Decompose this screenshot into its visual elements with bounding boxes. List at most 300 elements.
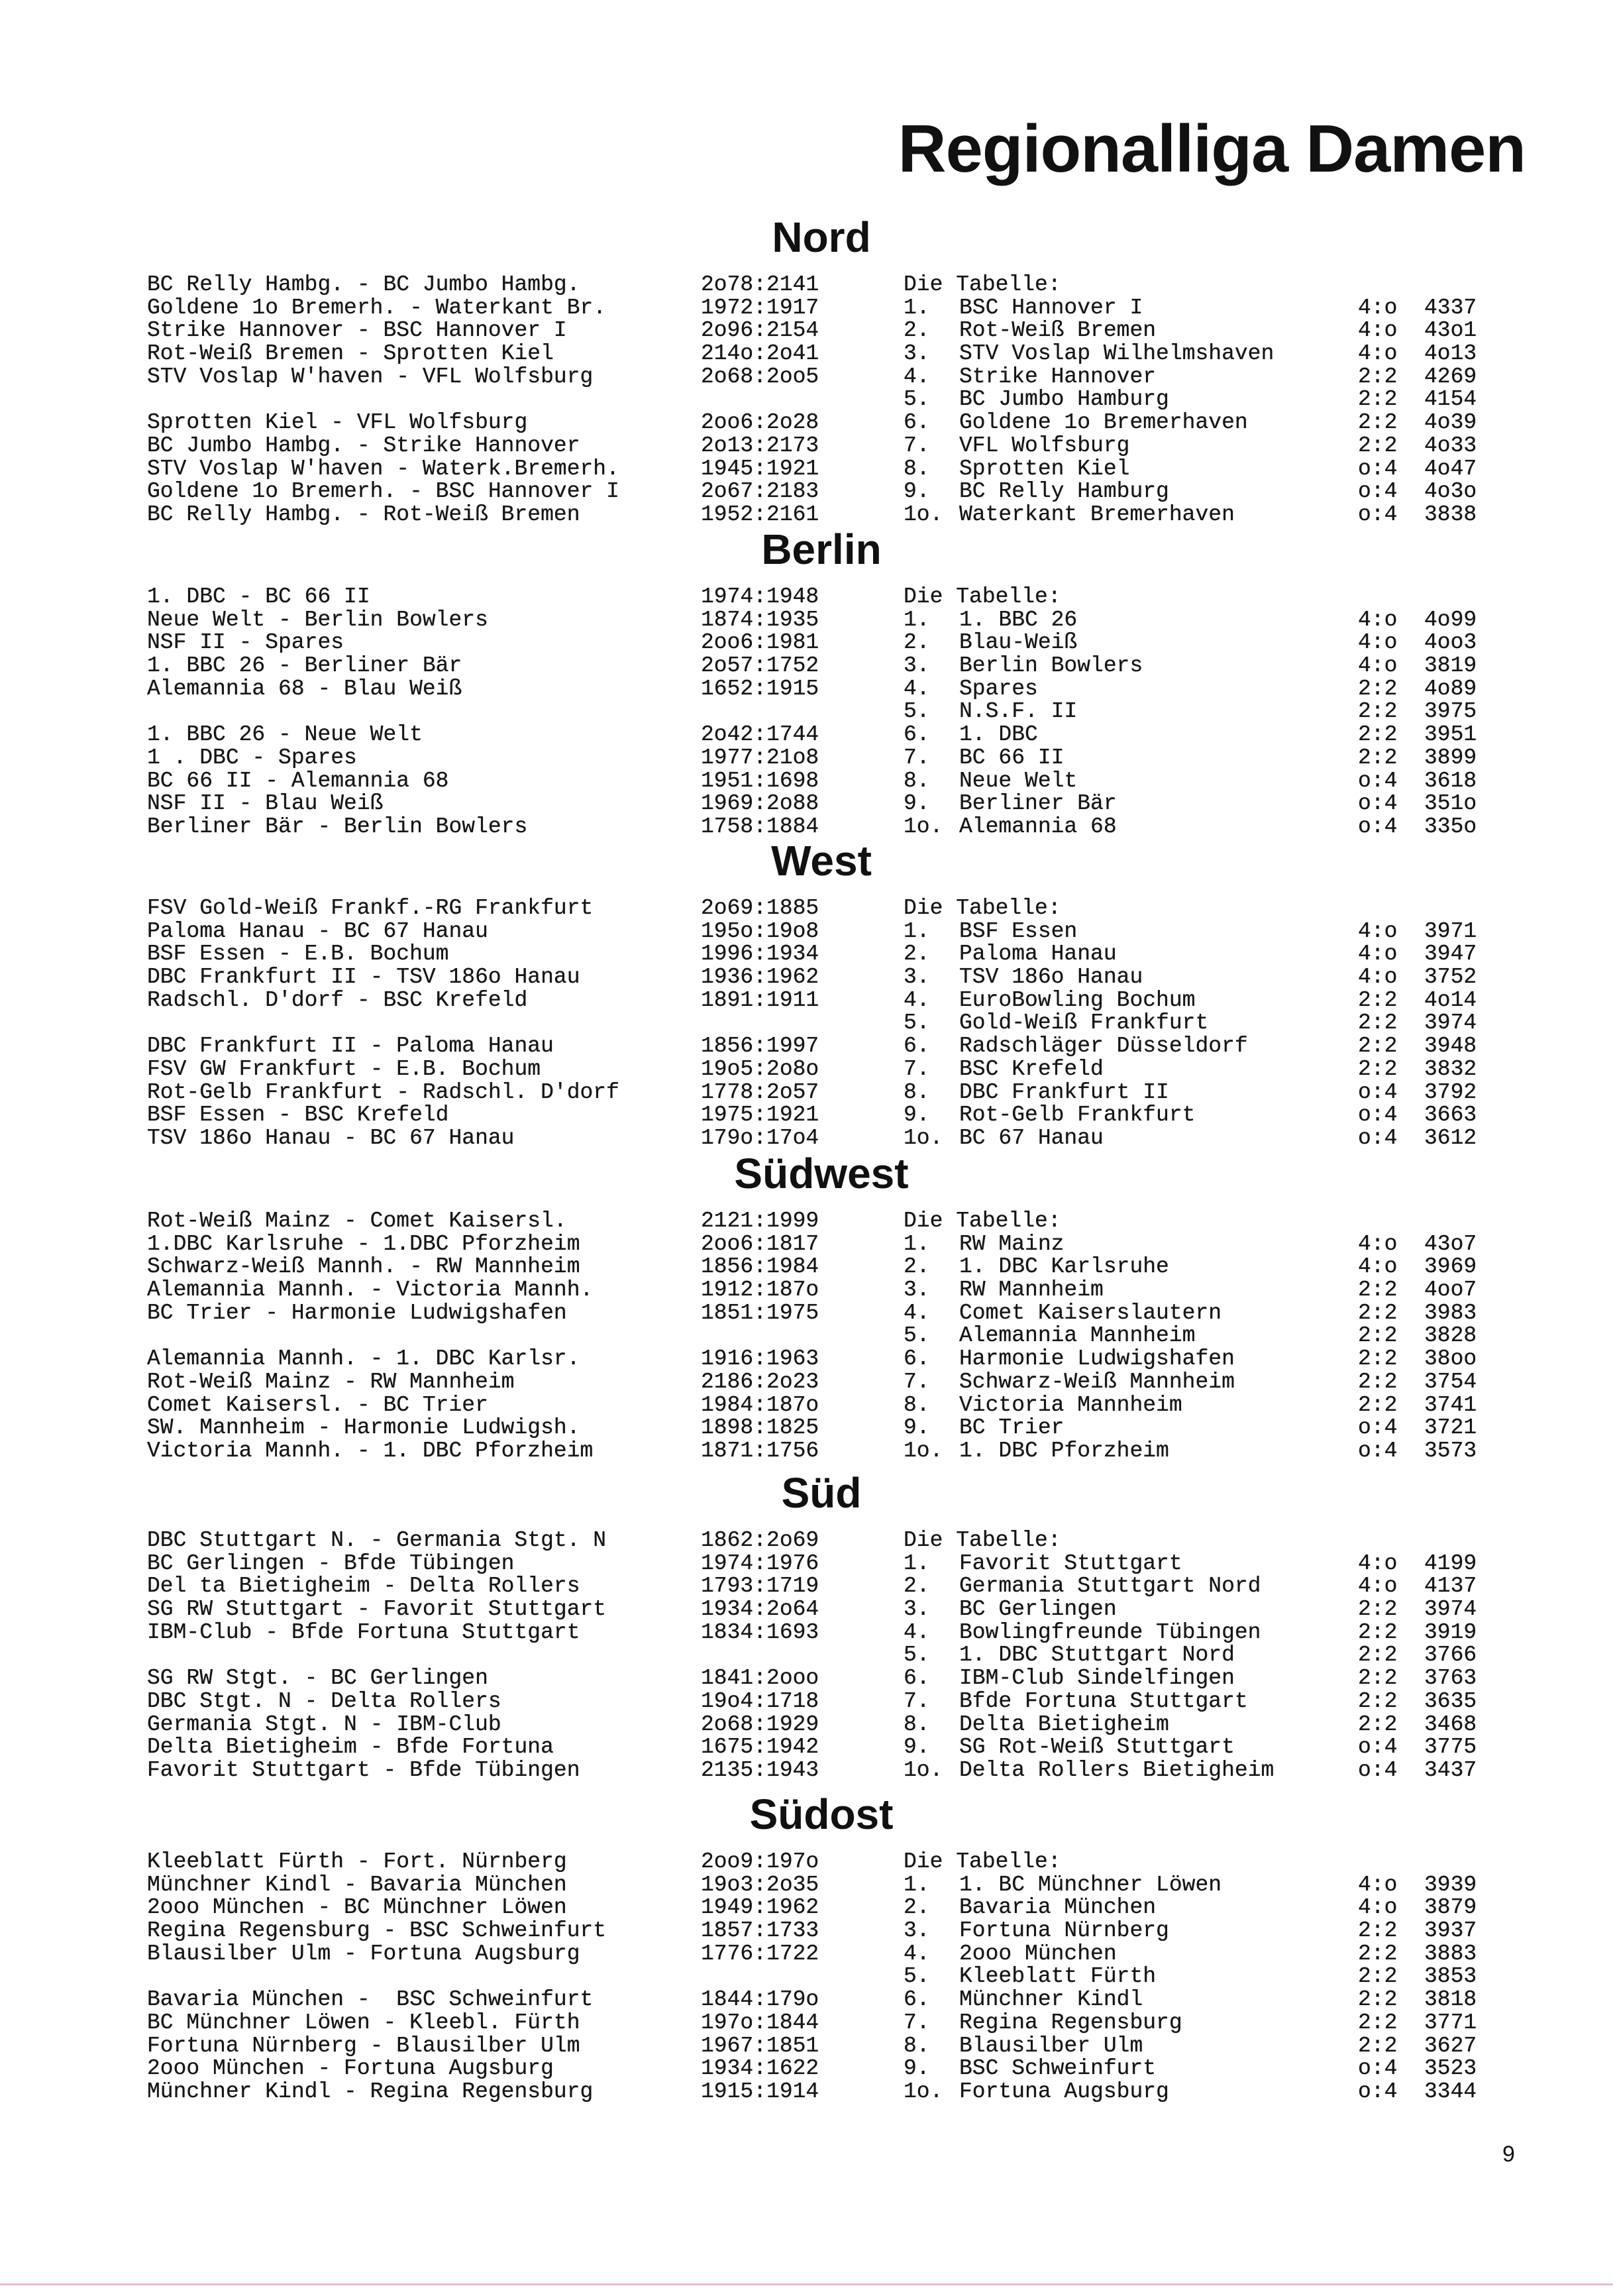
standing-points: o:4 <box>1358 791 1398 816</box>
standing-rank: 7. <box>904 2010 930 2035</box>
standing-rank: 9. <box>904 791 930 816</box>
table-row <box>0 1736 1613 1759</box>
match-score: 19o3:2o35 <box>701 1872 819 1897</box>
standing-pins: 4oo3 <box>1424 630 1477 655</box>
table-row <box>0 1896 1613 1920</box>
table-row <box>0 897 1613 920</box>
standing-team: Harmonie Ludwigshafen <box>959 1346 1235 1372</box>
standing-points: 4:o <box>1358 295 1398 320</box>
standing-pins: 3975 <box>1424 699 1477 724</box>
match-score: 195o:19o8 <box>701 918 819 944</box>
standing-rank: 2. <box>904 630 930 655</box>
standing-team: Alemannia Mannheim <box>959 1323 1196 1348</box>
match-pairing: DBC Frankfurt II - Paloma Hanau <box>147 1034 554 1059</box>
match-pairing: Berliner Bär - Berlin Bowlers <box>147 814 528 839</box>
section-heading: Südost <box>749 1790 894 1838</box>
standing-pins: 3818 <box>1424 1987 1477 2012</box>
league-section <box>0 214 1613 527</box>
match-pairing: NSF II - Spares <box>147 630 344 655</box>
match-pairing: Alemannia Mannh. - Victoria Mannh. <box>147 1278 594 1303</box>
standing-points: 4:o <box>1358 1872 1398 1897</box>
standings-label: Die Tabelle: <box>904 1528 1061 1553</box>
match-pairing: Goldene 1o Bremerh. - BSC Hannover I <box>147 479 619 504</box>
section-heading: West <box>771 837 872 885</box>
standing-points: 2:2 <box>1358 1323 1398 1348</box>
standing-rank: 3. <box>904 1278 930 1303</box>
standing-rank: 1. <box>904 918 930 944</box>
match-pairing: Strike Hannover - BSC Hannover I <box>147 318 567 343</box>
match-pairing: SG RW Stuttgart - Favorit Stuttgart <box>147 1597 607 1622</box>
standing-pins: 3951 <box>1424 722 1477 747</box>
match-pairing: SG RW Stgt. - BC Gerlingen <box>147 1666 488 1691</box>
standing-pins: 3792 <box>1424 1079 1477 1105</box>
table-row <box>0 1759 1613 1782</box>
match-score: 2o96:2154 <box>701 318 819 343</box>
standing-pins: 4o13 <box>1424 341 1477 366</box>
match-pairing: STV Voslap W'haven - Waterk.Bremerh. <box>147 456 619 481</box>
table-row <box>0 297 1613 320</box>
table-row <box>0 816 1613 839</box>
standing-team: 1. DBC Pforzheim <box>959 1438 1169 1463</box>
match-score: 1949:1962 <box>701 1895 819 1920</box>
match-pairing: Goldene 1o Bremerh. - Waterkant Br. <box>147 295 607 320</box>
standing-pins: 3838 <box>1424 502 1477 527</box>
standing-rank: 3. <box>904 653 930 679</box>
match-score: 1975:1921 <box>701 1103 819 1128</box>
standing-pins: 3523 <box>1424 2056 1477 2081</box>
table-row <box>0 1575 1613 1598</box>
match-pairing: Kleeblatt Fürth - Fort. Nürnberg <box>147 1849 567 1874</box>
match-pairing: BSF Essen - BSC Krefeld <box>147 1103 449 1128</box>
standing-rank: 3. <box>904 965 930 990</box>
match-score: 1977:21o8 <box>701 745 819 770</box>
standing-rank: 9. <box>904 1103 930 1128</box>
standing-pins: 3828 <box>1424 1323 1477 1348</box>
match-score: 2o67:2183 <box>701 479 819 504</box>
standing-points: 2:2 <box>1358 1300 1398 1325</box>
standing-points: 4:o <box>1358 965 1398 990</box>
standing-points: o:4 <box>1358 1103 1398 1128</box>
table-row <box>0 2012 1613 2035</box>
standing-pins: 3468 <box>1424 1712 1477 1737</box>
standing-rank: 1o. <box>904 1438 943 1463</box>
standing-pins: 4oo7 <box>1424 1278 1477 1303</box>
standing-team: BSF Essen <box>959 918 1078 944</box>
standing-rank: 4. <box>904 364 930 389</box>
match-score: 1871:1756 <box>701 1438 819 1463</box>
match-pairing: BC 66 II - Alemannia 68 <box>147 768 449 793</box>
standing-rank: 1. <box>904 1551 930 1576</box>
table-row <box>0 793 1613 816</box>
standing-team: Blausilber Ulm <box>959 2033 1143 2058</box>
match-score: 19o4:1718 <box>701 1688 819 1714</box>
standing-points: 4:o <box>1358 1231 1398 1256</box>
section-heading: Nord <box>772 213 871 261</box>
standing-team: VFL Wolfsburg <box>959 433 1130 458</box>
standing-points: 2:2 <box>1358 1346 1398 1372</box>
match-score: 1675:1942 <box>701 1735 819 1760</box>
standing-rank: 2. <box>904 1254 930 1280</box>
match-pairing: BC Relly Hambg. - BC Jumbo Hambg. <box>147 272 580 297</box>
match-score: 19o5:2o8o <box>701 1056 819 1081</box>
standing-points: 2:2 <box>1358 1987 1398 2012</box>
standing-team: BC 66 II <box>959 745 1065 770</box>
standing-points: o:4 <box>1358 1415 1398 1441</box>
table-row <box>0 1256 1613 1279</box>
standing-team: BSC Hannover I <box>959 295 1143 320</box>
table-row <box>0 1058 1613 1081</box>
standing-team: EuroBowling Bochum <box>959 987 1196 1012</box>
standing-points: o:4 <box>1358 479 1398 504</box>
standing-team: Fortuna Augsburg <box>959 2079 1169 2104</box>
match-score: 1851:1975 <box>701 1300 819 1325</box>
table-row <box>0 586 1613 609</box>
match-score: 1874:1935 <box>701 607 819 632</box>
match-pairing: Radschl. D'dorf - BSC Krefeld <box>147 987 528 1012</box>
table-row <box>0 1035 1613 1058</box>
standing-rank: 8. <box>904 2033 930 2058</box>
standing-points: 2:2 <box>1358 987 1398 1012</box>
table-row <box>0 2035 1613 2058</box>
standing-pins: 4137 <box>1424 1574 1477 1599</box>
match-score: 1898:1825 <box>701 1415 819 1441</box>
standing-team: Comet Kaiserslautern <box>959 1300 1222 1325</box>
standing-points: 4:o <box>1358 1551 1398 1576</box>
league-section <box>0 526 1613 839</box>
standing-pins: 4o47 <box>1424 456 1477 481</box>
standing-points: 2:2 <box>1358 2033 1398 2058</box>
standing-rank: 8. <box>904 768 930 793</box>
standing-team: SG Rot-Weiß Stuttgart <box>959 1735 1235 1760</box>
match-pairing: 1. DBC - BC 66 II <box>147 584 370 609</box>
standing-points: o:4 <box>1358 1735 1398 1760</box>
standing-pins: 3899 <box>1424 745 1477 770</box>
standing-points: 2:2 <box>1358 722 1398 747</box>
table-row <box>0 1690 1613 1714</box>
standing-team: BSC Krefeld <box>959 1056 1104 1081</box>
standing-points: 2:2 <box>1358 1369 1398 1394</box>
standing-rank: 5. <box>904 387 930 412</box>
bottom-edge-line <box>0 2283 1613 2285</box>
standing-pins: 4o89 <box>1424 676 1477 701</box>
match-pairing: Rot-Weiß Mainz - RW Mannheim <box>147 1369 515 1394</box>
standing-rank: 1. <box>904 1231 930 1256</box>
match-pairing: Münchner Kindl - Regina Regensburg <box>147 2079 594 2104</box>
standings-label: Die Tabelle: <box>904 1849 1061 1874</box>
table-row <box>0 1371 1613 1394</box>
table-row <box>0 1644 1613 1667</box>
standing-points: 2:2 <box>1358 1666 1398 1691</box>
match-pairing: STV Voslap W'haven - VFL Wolfsburg <box>147 364 594 389</box>
table-row <box>0 1127 1613 1150</box>
standing-pins: 3573 <box>1424 1438 1477 1463</box>
standing-rank: 2. <box>904 942 930 967</box>
match-score: 1912:187o <box>701 1278 819 1303</box>
standing-pins: 3721 <box>1424 1415 1477 1441</box>
standing-team: 1. BC Münchner Löwen <box>959 1872 1222 1897</box>
match-pairing: TSV 186o Hanau - BC 67 Hanau <box>147 1125 515 1150</box>
match-pairing: BC Jumbo Hambg. - Strike Hannover <box>147 433 580 458</box>
standing-rank: 1. <box>904 295 930 320</box>
standing-team: STV Voslap Wilhelmshaven <box>959 341 1275 366</box>
standing-pins: 3766 <box>1424 1643 1477 1668</box>
standing-points: 2:2 <box>1358 1011 1398 1036</box>
match-pairing: Neue Welt - Berlin Bowlers <box>147 607 488 632</box>
standing-team: Spares <box>959 676 1038 701</box>
table-row <box>0 1210 1613 1233</box>
match-pairing: BC Gerlingen - Bfde Tübingen <box>147 1551 515 1576</box>
match-pairing: Rot-Gelb Frankfurt - Radschl. D'dorf <box>147 1079 619 1105</box>
standing-rank: 6. <box>904 410 930 435</box>
standing-rank: 3. <box>904 1597 930 1622</box>
table-row <box>0 655 1613 678</box>
standing-pins: 4154 <box>1424 387 1477 412</box>
match-pairing: Rot-Weiß Mainz - Comet Kaisersl. <box>147 1209 567 1233</box>
standing-points: o:4 <box>1358 1079 1398 1105</box>
standing-points: 2:2 <box>1358 1034 1398 1059</box>
standing-points: 2:2 <box>1358 1056 1398 1081</box>
standing-pins: 3663 <box>1424 1103 1477 1128</box>
standing-team: Münchner Kindl <box>959 1987 1143 2012</box>
league-section <box>0 838 1613 1150</box>
table-row <box>0 747 1613 770</box>
standing-team: Sprotten Kiel <box>959 456 1130 481</box>
standing-team: Waterkant Bremerhaven <box>959 502 1235 527</box>
section-heading: Südwest <box>734 1150 909 1197</box>
standing-team: BC Jumbo Hamburg <box>959 387 1169 412</box>
standing-points: 4:o <box>1358 1895 1398 1920</box>
match-score: 1916:1963 <box>701 1346 819 1372</box>
standing-pins: 4o33 <box>1424 433 1477 458</box>
table-row <box>0 2081 1613 2104</box>
standing-rank: 4. <box>904 1619 930 1645</box>
table-row <box>0 989 1613 1012</box>
standing-pins: 43o7 <box>1424 1231 1477 1256</box>
match-pairing: 1 . DBC - Spares <box>147 745 357 770</box>
standing-rank: 7. <box>904 1056 930 1081</box>
standing-team: BSC Schweinfurt <box>959 2056 1157 2081</box>
standing-rank: 9. <box>904 479 930 504</box>
table-row <box>0 966 1613 989</box>
standing-pins: 3627 <box>1424 2033 1477 2058</box>
standing-points: 4:o <box>1358 1574 1398 1599</box>
match-score: 1915:1914 <box>701 2079 819 2104</box>
table-row <box>0 1598 1613 1621</box>
match-pairing: SW. Mannheim - Harmonie Ludwigsh. <box>147 1415 580 1441</box>
standing-points: 2:2 <box>1358 676 1398 701</box>
standing-team: Bfde Fortuna Stuttgart <box>959 1688 1248 1714</box>
match-pairing: BC Münchner Löwen - Kleebl. Fürth <box>147 2010 580 2035</box>
standing-team: Favorit Stuttgart <box>959 1551 1182 1576</box>
standing-points: 2:2 <box>1358 1643 1398 1668</box>
match-pairing: Del ta Bietigheim - Delta Rollers <box>147 1574 580 1599</box>
standing-rank: 3. <box>904 341 930 366</box>
standing-pins: 3754 <box>1424 1369 1477 1394</box>
standing-team: 2ooo München <box>959 1941 1117 1966</box>
standing-rank: 1. <box>904 607 930 632</box>
table-row <box>0 1104 1613 1127</box>
table-row <box>0 1440 1613 1463</box>
standing-pins: 3983 <box>1424 1300 1477 1325</box>
standing-rank: 2. <box>904 318 930 343</box>
match-score: 1974:1948 <box>701 584 819 609</box>
match-score: 2o68:1929 <box>701 1712 819 1737</box>
table-row <box>0 1394 1613 1417</box>
standing-rank: 8. <box>904 1392 930 1417</box>
standing-pins: 3883 <box>1424 1941 1477 1966</box>
standing-points: o:4 <box>1358 2056 1398 2081</box>
match-pairing: BC Relly Hambg. - Rot-Weiß Bremen <box>147 502 580 527</box>
standing-pins: 3437 <box>1424 1757 1477 1782</box>
standing-pins: 3819 <box>1424 653 1477 679</box>
table-row <box>0 1417 1613 1440</box>
standing-pins: 4337 <box>1424 295 1477 320</box>
standing-team: IBM-Club Sindelfingen <box>959 1666 1235 1691</box>
standing-points: o:4 <box>1358 502 1398 527</box>
standing-points: 2:2 <box>1358 410 1398 435</box>
match-pairing: Germania Stgt. N - IBM-Club <box>147 1712 501 1737</box>
match-pairing: Bavaria München - BSC Schweinfurt <box>147 1987 594 2012</box>
standing-rank: 6. <box>904 1034 930 1059</box>
match-score: 1857:1733 <box>701 1918 819 1943</box>
match-score: 1945:1921 <box>701 456 819 481</box>
table-row <box>0 1965 1613 1989</box>
standing-team: Radschläger Düsseldorf <box>959 1034 1248 1059</box>
standings-label: Die Tabelle: <box>904 1209 1061 1233</box>
standing-rank: 8. <box>904 1712 930 1737</box>
standing-rank: 6. <box>904 1666 930 1691</box>
table-row <box>0 388 1613 411</box>
table-row <box>0 504 1613 527</box>
standing-points: 2:2 <box>1358 745 1398 770</box>
match-pairing: Victoria Mannh. - 1. DBC Pforzheim <box>147 1438 594 1463</box>
standing-points: 2:2 <box>1358 699 1398 724</box>
match-pairing: BSF Essen - E.B. Bochum <box>147 942 449 967</box>
match-score: 1974:1976 <box>701 1551 819 1576</box>
standing-rank: 1o. <box>904 502 943 527</box>
standing-team: Bowlingfreunde Tübingen <box>959 1619 1261 1645</box>
standing-rank: 5. <box>904 1011 930 1036</box>
match-score: 1891:1911 <box>701 987 819 1012</box>
table-row <box>0 943 1613 966</box>
standing-pins: 3971 <box>1424 918 1477 944</box>
standings-label: Die Tabelle: <box>904 584 1061 609</box>
match-score: 1856:1997 <box>701 1034 819 1059</box>
standing-rank: 4. <box>904 1941 930 1966</box>
match-pairing: Schwarz-Weiß Mannh. - RW Mannheim <box>147 1254 580 1280</box>
standing-team: DBC Frankfurt II <box>959 1079 1169 1105</box>
match-score: 1951:1698 <box>701 768 819 793</box>
table-row <box>0 2057 1613 2081</box>
match-pairing: Delta Bietigheim - Bfde Fortuna <box>147 1735 554 1760</box>
match-score: 179o:17o4 <box>701 1125 819 1150</box>
standing-team: Neue Welt <box>959 768 1078 793</box>
page-number: 9 <box>1502 2142 1515 2167</box>
standing-points: 2:2 <box>1358 1278 1398 1303</box>
standing-rank: 5. <box>904 1964 930 1989</box>
standing-rank: 7. <box>904 1688 930 1714</box>
section-heading: Berlin <box>761 525 882 573</box>
table-row <box>0 1081 1613 1105</box>
table-row <box>0 1302 1613 1325</box>
table-row <box>0 274 1613 297</box>
table-row <box>0 1012 1613 1035</box>
table-row <box>0 458 1613 481</box>
match-pairing: Fortuna Nürnberg - Blausilber Ulm <box>147 2033 580 2058</box>
league-section <box>0 1791 1613 2104</box>
match-pairing: 2ooo München - Fortuna Augsburg <box>147 2056 554 2081</box>
match-score: 1969:2o88 <box>701 791 819 816</box>
match-score: 1652:1915 <box>701 676 819 701</box>
table-row <box>0 1943 1613 1966</box>
standing-team: RW Mannheim <box>959 1278 1104 1303</box>
league-section <box>0 1470 1613 1782</box>
standing-pins: 3635 <box>1424 1688 1477 1714</box>
standing-pins: 3752 <box>1424 965 1477 990</box>
standing-pins: 4o14 <box>1424 987 1477 1012</box>
table-row <box>0 435 1613 458</box>
standing-rank: 4. <box>904 987 930 1012</box>
standing-points: 4:o <box>1358 918 1398 944</box>
standing-team: 1. BBC 26 <box>959 607 1078 632</box>
match-score: 1856:1984 <box>701 1254 819 1280</box>
table-row <box>0 319 1613 343</box>
table-row <box>0 480 1613 504</box>
standing-points: 2:2 <box>1358 1941 1398 1966</box>
standing-points: 4:o <box>1358 607 1398 632</box>
standing-team: Regina Regensburg <box>959 2010 1182 2035</box>
match-score: 2121:1999 <box>701 1209 819 1233</box>
standing-team: TSV 186o Hanau <box>959 965 1143 990</box>
standing-points: 2:2 <box>1358 1964 1398 1989</box>
standing-team: BC Relly Hamburg <box>959 479 1169 504</box>
standing-points: 2:2 <box>1358 1712 1398 1737</box>
page-title: Regionalliga Damen <box>898 112 1526 186</box>
match-pairing: FSV GW Frankfurt - E.B. Bochum <box>147 1056 541 1081</box>
match-score: 1862:2o69 <box>701 1528 819 1553</box>
standing-pins: 351o <box>1424 791 1477 816</box>
standing-team: Strike Hannover <box>959 364 1157 389</box>
match-pairing: BC Trier - Harmonie Ludwigshafen <box>147 1300 567 1325</box>
standing-team: Schwarz-Weiß Mannheim <box>959 1369 1235 1394</box>
match-score: 1996:1934 <box>701 942 819 967</box>
match-score: 1776:1722 <box>701 1941 819 1966</box>
standing-pins: 3937 <box>1424 1918 1477 1943</box>
standing-rank: 8. <box>904 1079 930 1105</box>
standing-points: 4:o <box>1358 942 1398 967</box>
match-score: 1844:179o <box>701 1987 819 2012</box>
standing-pins: 3879 <box>1424 1895 1477 1920</box>
table-row <box>0 366 1613 389</box>
table-row <box>0 1920 1613 1943</box>
standing-points: 2:2 <box>1358 433 1398 458</box>
table-row <box>0 1233 1613 1256</box>
standing-points: 2:2 <box>1358 1918 1398 1943</box>
standing-rank: 6. <box>904 722 930 747</box>
standing-team: BC Trier <box>959 1415 1065 1441</box>
match-pairing: Favorit Stuttgart - Bfde Tübingen <box>147 1757 580 1782</box>
standing-rank: 6. <box>904 1346 930 1372</box>
standing-team: BC Gerlingen <box>959 1597 1117 1622</box>
match-pairing: 1. BBC 26 - Neue Welt <box>147 722 423 747</box>
match-pairing: 1.DBC Karlsruhe - 1.DBC Pforzheim <box>147 1231 580 1256</box>
standing-rank: 7. <box>904 1369 930 1394</box>
standing-rank: 1. <box>904 1872 930 1897</box>
standing-rank: 4. <box>904 676 930 701</box>
table-row <box>0 1621 1613 1645</box>
table-row <box>0 1714 1613 1737</box>
standing-points: o:4 <box>1358 768 1398 793</box>
